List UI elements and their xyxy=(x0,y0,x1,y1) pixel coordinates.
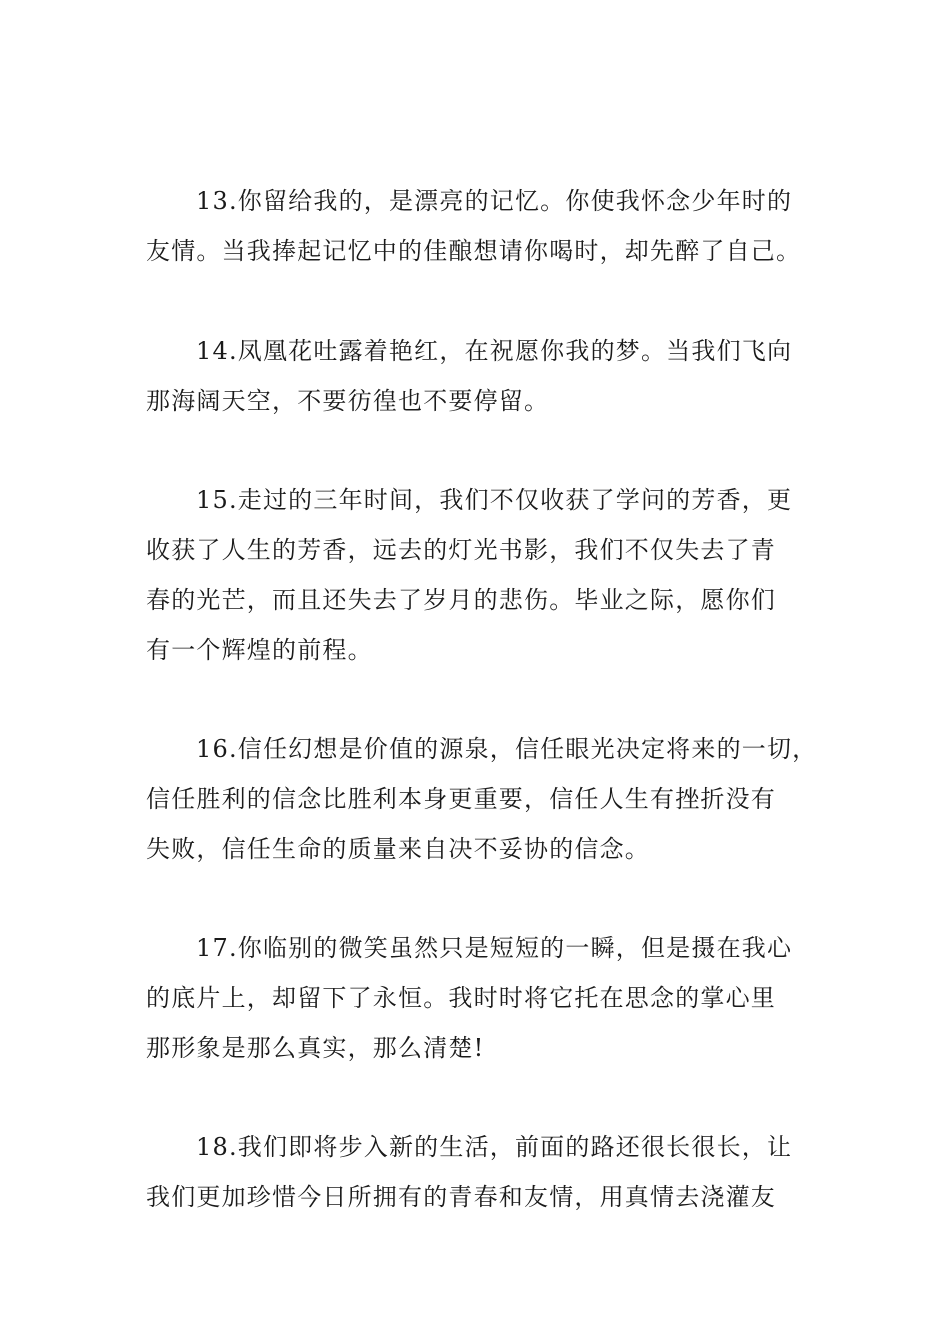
paragraph-line: 失败，信任生命的质量来自决不妥协的信念。 xyxy=(146,835,650,863)
paragraph-line: 的底片上，却留下了永恒。我时时将它托在思念的掌心里 xyxy=(146,984,776,1012)
paragraph-line: 那形象是那么真实，那么清楚! xyxy=(146,1034,485,1062)
paragraph-15 xyxy=(146,475,818,675)
paragraph-line: 14.凤凰花吐露着艳红，在祝愿你我的梦。当我们飞向 xyxy=(196,337,793,365)
paragraph-line: 那海阔天空，不要彷徨也不要停留。 xyxy=(146,387,550,415)
paragraph-14 xyxy=(146,326,818,426)
paragraph-16 xyxy=(146,724,818,874)
paragraph-line: 17.你临别的微笑虽然只是短短的一瞬，但是摄在我心 xyxy=(196,934,793,962)
paragraph-line: 15.走过的三年时间，我们不仅收获了学问的芳香，更 xyxy=(196,486,793,514)
paragraph-line: 友情。当我捧起记忆中的佳酿想请你喝时，却先醉了自己。 xyxy=(146,237,802,265)
paragraph-13 xyxy=(146,176,818,276)
paragraph-17 xyxy=(146,923,818,1073)
paragraph-line: 有一个辉煌的前程。 xyxy=(146,636,373,664)
paragraph-line: 我们更加珍惜今日所拥有的青春和友情，用真情去浇灌友 xyxy=(146,1183,776,1211)
paragraph-line: 16.信任幻想是价值的源泉，信任眼光决定将来的一切， xyxy=(196,735,818,763)
paragraph-line: 收获了人生的芳香，远去的灯光书影，我们不仅失去了青 xyxy=(146,536,776,564)
paragraph-line: 13.你留给我的，是漂亮的记忆。你使我怀念少年时的 xyxy=(196,187,793,215)
paragraph-line: 信任胜利的信念比胜利本身更重要，信任人生有挫折没有 xyxy=(146,785,776,813)
paragraph-line: 春的光芒，而且还失去了岁月的悲伤。毕业之际，愿你们 xyxy=(146,586,776,614)
paragraph-line: 18.我们即将步入新的生活，前面的路还很长很长，让 xyxy=(196,1133,793,1161)
paragraph-18 xyxy=(146,1122,818,1222)
